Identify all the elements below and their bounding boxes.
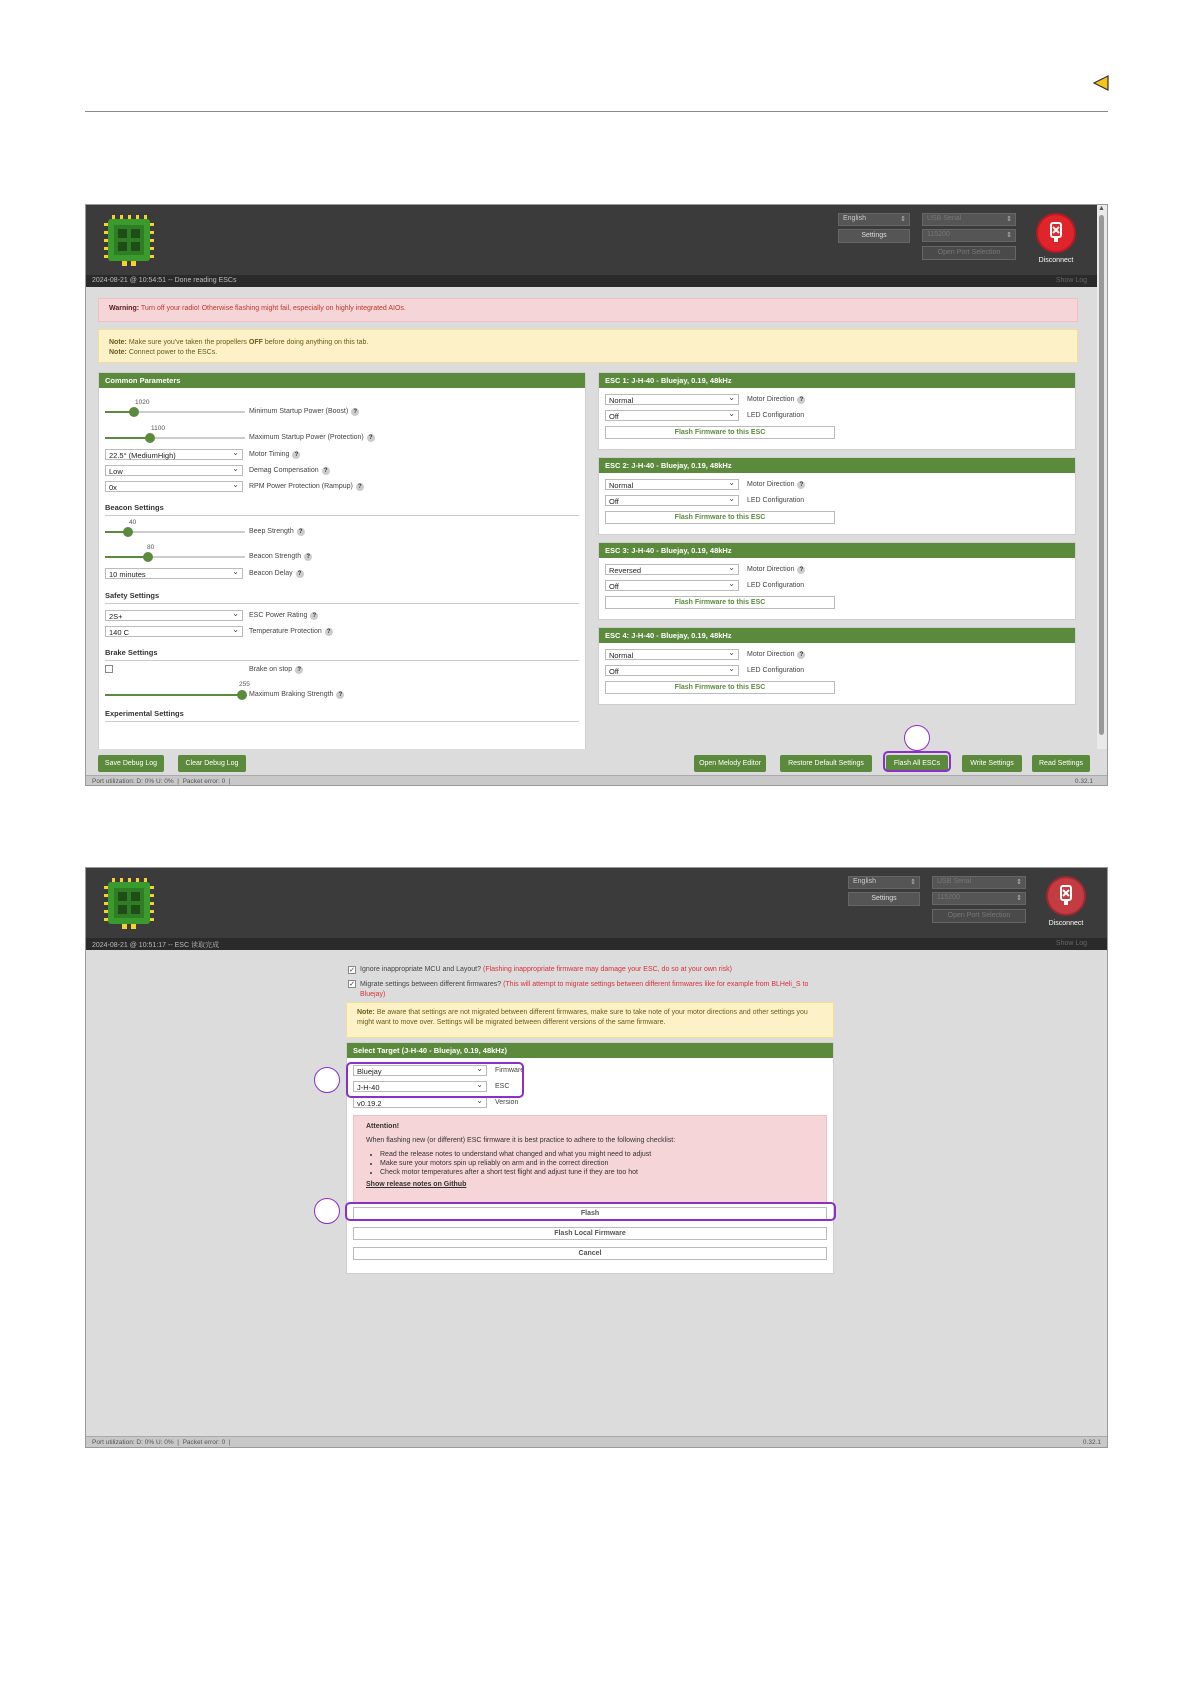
checklist-item: • Read the release notes to understand what changed and what you might need to adjust (380, 1150, 814, 1159)
packet-error: Packet error: 0 (182, 778, 226, 785)
footer-toolbar (86, 749, 1107, 777)
migrate-settings-label: Migrate settings between different firmwares? (This will attempt to migrate settings between different firmwares like for example from BLHeli_S to Bluejay) (360, 981, 809, 998)
read-settings-button[interactable]: Read Settings (1032, 755, 1090, 772)
status-bar: Port utilization: D: 0% U: 0% | Packet error: 0 | 0.32.1 (86, 775, 1107, 786)
flash-local-firmware-button[interactable]: Flash Local Firmware (353, 1227, 827, 1240)
param-label: Motor Direction ? (747, 651, 805, 659)
scrollbar[interactable] (1097, 205, 1107, 785)
scroll-up-icon[interactable]: ▲ (1098, 205, 1105, 212)
select-target-title: Select Target (J-H-40 - Bluejay, 0.19, 48kHz) (347, 1043, 833, 1058)
esc-title: ESC 3: J-H-40 - Bluejay, 0.19, 48kHz (599, 543, 1075, 558)
port-select[interactable]: USB Serial ⇕ (922, 213, 1016, 226)
app-version: 0.32.1 (1082, 1439, 1101, 1446)
flash-esc-button[interactable]: Flash Firmware to this ESC (605, 426, 835, 439)
checklist-item: • Make sure your motors spin up reliably on arm and in the correct direction (380, 1159, 814, 1168)
flash-esc-button[interactable]: Flash Firmware to this ESC (605, 596, 835, 609)
param-label: LED Configuration (747, 412, 805, 419)
max-braking-slider[interactable] (105, 694, 245, 696)
flash-button-highlight (345, 1202, 836, 1221)
esc-logo-icon (100, 874, 158, 932)
led-config-select[interactable]: Off ⌄ (605, 665, 739, 676)
disconnect-button[interactable] (1046, 876, 1086, 916)
esc-label: ESC (495, 1083, 510, 1090)
flash-all-highlight (883, 751, 951, 772)
version-select[interactable]: v0.19.2 ⌄ (353, 1097, 487, 1108)
param-label: LED Configuration (747, 497, 805, 504)
esc-panel (598, 627, 1076, 705)
slider-value: 80 (147, 544, 155, 551)
brake-on-stop-checkbox[interactable] (105, 665, 113, 673)
param-label: Motor Direction ? (747, 481, 805, 489)
checklist-item: • Check motor temperatures after a short test flight and adjust tune if they are too hot (380, 1168, 814, 1177)
log-bar (86, 275, 1107, 287)
open-melody-editor-button[interactable]: Open Melody Editor (694, 755, 766, 772)
migrate-settings-checkbox[interactable]: ✓ (349, 981, 355, 988)
divider (105, 721, 579, 722)
note-bold: Note: (109, 349, 127, 356)
help-icon[interactable]: ? (295, 666, 303, 674)
firmware-esc-highlight (346, 1062, 524, 1098)
disconnect-button[interactable] (1036, 213, 1076, 253)
help-icon[interactable]: ? (797, 396, 805, 404)
slider-value: 40 (129, 519, 137, 526)
motor-direction-select[interactable]: Normal ⌄ (605, 394, 739, 405)
screenshot-esc-configurator (85, 204, 1108, 786)
release-notes-link[interactable]: Show release notes on Github (366, 1181, 467, 1188)
help-icon[interactable]: ? (292, 451, 300, 459)
help-icon[interactable]: ? (297, 528, 305, 536)
param-label: Motor Timing ? (249, 451, 300, 459)
param-label: LED Configuration (747, 582, 805, 589)
disconnect-label: Disconnect (1048, 920, 1084, 927)
esc-title: ESC 1: J-H-40 - Bluejay, 0.19, 48kHz (599, 373, 1075, 388)
ignore-mcu-warning: (Flashing inappropriate firmware may damage your ESC, do so at your own risk) (482, 966, 732, 973)
experimental-settings-heading: Experimental Settings (105, 709, 184, 718)
esc-panel (598, 372, 1076, 450)
migration-note (346, 1002, 834, 1038)
migrate-settings-warning: (This will attempt to migrate settings between different firmwares like for example from BLHeli_S to Bluejay) (360, 981, 809, 998)
param-label: ESC Power Rating ? (249, 612, 318, 620)
back-triangle-icon[interactable] (1092, 74, 1110, 92)
led-config-select[interactable]: Off ⌄ (605, 580, 739, 591)
header-rule (85, 111, 1108, 112)
param-label: Maximum Braking Strength ? (249, 691, 344, 699)
note-banner (98, 329, 1078, 363)
help-icon[interactable]: ? (356, 483, 364, 491)
beep-strength-slider[interactable] (105, 531, 245, 533)
version-label: Version (495, 1099, 519, 1106)
app-header (86, 205, 1107, 275)
startup-boost-slider[interactable] (105, 411, 245, 413)
flash-button[interactable]: Flash (353, 1207, 827, 1220)
save-debug-log-button[interactable]: Save Debug Log (98, 755, 164, 772)
beacon-settings-heading: Beacon Settings (105, 503, 164, 512)
note-off: OFF (248, 339, 263, 346)
write-settings-button[interactable]: Write Settings (962, 755, 1022, 772)
common-parameters-panel (98, 372, 586, 764)
port-utilization: Port utilization: D: 0% U: 0% (92, 1439, 174, 1446)
note-bold: Note: (357, 1009, 375, 1016)
param-label: Beacon Delay ? (249, 570, 304, 578)
firmware-label: Firmware (495, 1067, 525, 1074)
demag-select[interactable]: Low ⌄ (105, 465, 243, 476)
show-log-link[interactable]: Show Log (1055, 277, 1087, 284)
ignore-mcu-checkbox[interactable]: ✓ (349, 967, 355, 974)
callout-circle (904, 725, 930, 751)
status-bar: Port utilization: D: 0% U: 0% | Packet error: 0 | 0.32.1 (86, 1436, 1107, 1448)
note-text: Make sure you've taken the propellers (128, 339, 247, 346)
main-content (86, 287, 1091, 762)
motor-timing-select[interactable]: 22.5° (MediumHigh) ⌄ (105, 449, 243, 460)
flash-esc-button[interactable]: Flash Firmware to this ESC (605, 681, 835, 694)
esc-panel (598, 542, 1076, 620)
scrollbar-thumb[interactable] (1099, 215, 1104, 735)
motor-direction-select[interactable]: Normal ⌄ (605, 479, 739, 490)
help-icon[interactable]: ? (351, 408, 359, 416)
help-icon[interactable]: ? (797, 651, 805, 659)
motor-direction-select[interactable]: Reversed ⌄ (605, 564, 739, 575)
show-log-link[interactable]: Show Log (1055, 940, 1087, 947)
language-select[interactable]: English ⇕ (848, 876, 920, 889)
brake-settings-heading: Brake Settings (105, 648, 158, 657)
beacon-delay-select[interactable]: 10 minutes ⌄ (105, 568, 243, 579)
esc-panel (598, 457, 1076, 535)
app-version: 0.32.1 (1074, 778, 1093, 785)
settings-button[interactable]: Settings (848, 892, 920, 906)
note-text: Be aware that settings are not migrated between different firmwares, make sure to take note of your motor directions and other settings you might want to move over. Settings will be migrated between different versions of the same firmware. (357, 1009, 808, 1026)
app-header (86, 868, 1107, 938)
help-icon[interactable]: ? (797, 481, 805, 489)
divider (105, 603, 579, 604)
help-icon[interactable]: ? (322, 467, 330, 475)
param-label: Beacon Strength ? (249, 553, 312, 561)
divider (105, 515, 579, 516)
note-text: before doing anything on this tab. (264, 339, 369, 346)
param-label: Maximum Startup Power (Protection) ? (249, 434, 375, 442)
param-label: LED Configuration (747, 667, 805, 674)
help-icon[interactable]: ? (325, 628, 333, 636)
slider-value: 1100 (151, 425, 165, 432)
attention-title: Attention! (366, 1123, 400, 1130)
help-icon[interactable]: ? (304, 553, 312, 561)
ignore-mcu-label: Ignore inappropriate MCU and Layout? (Flashing inappropriate firmware may damage your ESC, do so at your own risk) (360, 966, 732, 973)
param-label: Temperature Protection ? (249, 628, 333, 636)
baud-select[interactable]: 115200 ⇕ (932, 892, 1026, 905)
param-label: Motor Direction ? (747, 566, 805, 574)
param-label: Beep Strength ? (249, 528, 305, 536)
rpm-protection-select[interactable]: 0x ⌄ (105, 481, 243, 492)
led-config-select[interactable]: Off ⌄ (605, 495, 739, 506)
callout-circle (314, 1198, 340, 1224)
divider (105, 660, 579, 661)
firmware-select[interactable]: Bluejay ⌄ (353, 1065, 487, 1076)
power-rating-select[interactable]: 2S+ ⌄ (105, 610, 243, 621)
esc-select[interactable]: J-H-40 ⌄ (353, 1081, 487, 1092)
packet-error: Packet error: 0 (182, 1439, 226, 1446)
log-message: 2024-08-21 @ 10:54:51 -- Done reading ESCs (92, 277, 237, 284)
callout-circle (314, 1067, 340, 1093)
warning-banner (98, 298, 1078, 322)
language-select[interactable]: English ⇕ (838, 213, 910, 226)
log-message: 2024-08-21 @ 10:51:17 -- ESC 读取完成 (92, 942, 219, 949)
help-icon[interactable]: ? (336, 691, 344, 699)
help-icon[interactable]: ? (296, 570, 304, 578)
help-icon[interactable]: ? (797, 566, 805, 574)
usb-icon (1048, 878, 1084, 914)
clear-debug-log-button[interactable]: Clear Debug Log (178, 755, 246, 772)
led-config-select[interactable]: Off ⌄ (605, 410, 739, 421)
param-label: Brake on stop ? (249, 666, 303, 674)
param-label: Motor Direction ? (747, 396, 805, 404)
panel-title: Common Parameters (99, 373, 585, 388)
warning-bold: Warning: (109, 305, 140, 312)
port-select[interactable]: USB Serial ⇕ (932, 876, 1026, 889)
checklist (380, 1150, 814, 1177)
safety-settings-heading: Safety Settings (105, 591, 160, 600)
temperature-select[interactable]: 140 C ⌄ (105, 626, 243, 637)
note-bold: Note: (109, 339, 127, 346)
cancel-button[interactable]: Cancel (353, 1247, 827, 1260)
flash-esc-button[interactable]: Flash Firmware to this ESC (605, 511, 835, 524)
log-bar (86, 938, 1107, 950)
beacon-strength-slider[interactable] (105, 556, 245, 558)
open-port-selection-button[interactable]: Open Port Selection (922, 246, 1016, 260)
param-label: Demag Compensation ? (249, 467, 330, 475)
screenshot-flash-dialog (85, 867, 1108, 1448)
flash-all-escs-button[interactable]: Flash All ESCs (886, 755, 948, 772)
esc-logo-icon (100, 211, 158, 269)
esc-title: ESC 4: J-H-40 - Bluejay, 0.19, 48kHz (599, 628, 1075, 643)
disconnect-label: Disconnect (1038, 257, 1074, 264)
slider-value: 1020 (135, 399, 150, 406)
restore-default-settings-button[interactable]: Restore Default Settings (780, 755, 872, 772)
help-icon[interactable]: ? (367, 434, 375, 442)
param-label: RPM Power Protection (Rampup) ? (249, 483, 364, 491)
esc-title: ESC 2: J-H-40 - Bluejay, 0.19, 48kHz (599, 458, 1075, 473)
startup-protection-slider[interactable] (105, 437, 245, 439)
baud-select[interactable]: 115200 ⇕ (922, 229, 1016, 242)
port-utilization: Port utilization: D: 0% U: 0% (92, 778, 174, 785)
motor-direction-select[interactable]: Normal ⌄ (605, 649, 739, 660)
open-port-selection-button[interactable]: Open Port Selection (932, 909, 1026, 923)
attention-text: When flashing new (or different) ESC firmware it is best practice to adhere to the following checklist: (366, 1137, 676, 1144)
attention-box (353, 1115, 827, 1203)
param-label: Minimum Startup Power (Boost) ? (249, 408, 359, 416)
settings-button[interactable]: Settings (838, 229, 910, 243)
slider-value: 255 (239, 681, 250, 688)
warning-text: Turn off your radio! Otherwise flashing might fail, especially on highly integrated AIOs. (140, 305, 406, 312)
note-text: Connect power to the ESCs. (128, 349, 218, 356)
usb-icon (1038, 215, 1074, 251)
help-icon[interactable]: ? (310, 612, 318, 620)
